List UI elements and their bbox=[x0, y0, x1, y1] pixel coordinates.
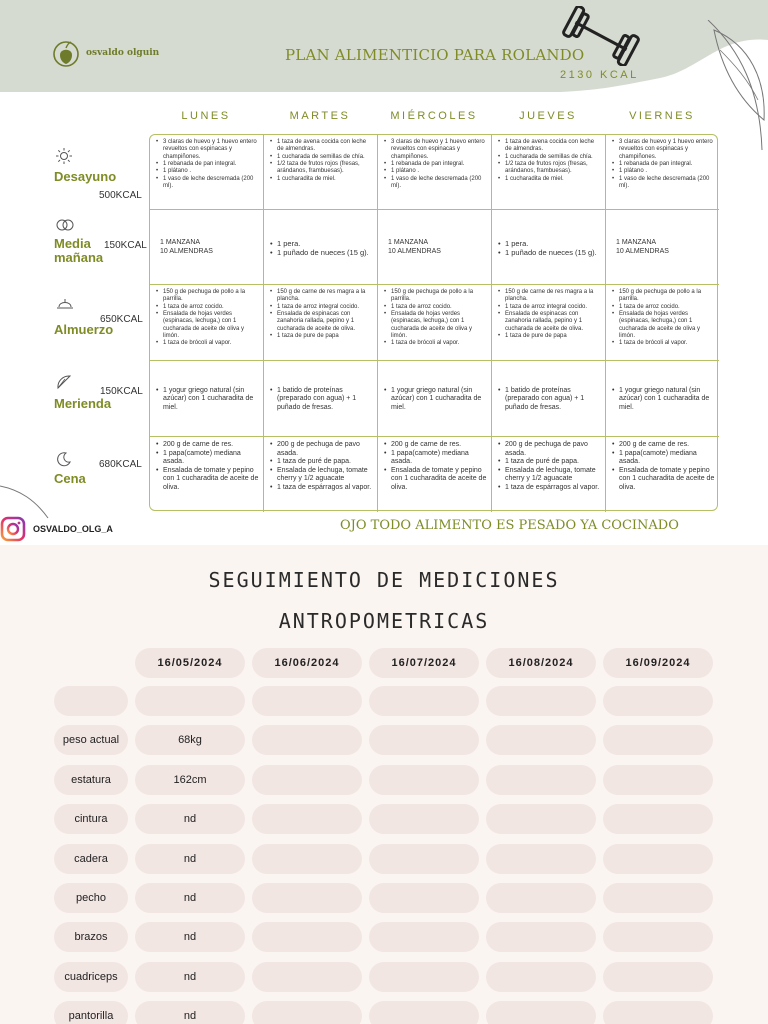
meal-item: • 1 taza de arroz integral cocido. bbox=[496, 304, 601, 311]
measurement-value[interactable] bbox=[486, 962, 596, 992]
meal-item: • 1 plátano . bbox=[382, 168, 487, 175]
meal-items bbox=[382, 387, 487, 413]
measurements-title-line2: ANTROPOMETRICAS bbox=[278, 609, 490, 633]
meal-item: • 200 g de carne de res. bbox=[154, 441, 259, 450]
meal-item: • 200 g de carne de res. bbox=[610, 441, 715, 450]
meal-items bbox=[154, 387, 259, 413]
meal-item: • 150 g de pechuga de pollo a la parrilla. bbox=[154, 289, 259, 304]
meal-item: • 1 taza de brócoli al vapor. bbox=[154, 340, 259, 347]
meal-label-media-manana bbox=[54, 237, 104, 264]
meal-item: • 1 cucharadita de miel. bbox=[496, 176, 601, 183]
meal-item: • 200 g de carne de res. bbox=[382, 441, 487, 450]
meal-item: • 3 claras de huevo y 1 huevo entero revueltos con espinacas y champiñones. bbox=[154, 139, 259, 161]
measurement-value[interactable] bbox=[603, 844, 713, 874]
measurement-label: brazos bbox=[54, 922, 128, 952]
meal-cell bbox=[492, 361, 606, 437]
meal-cell bbox=[378, 361, 492, 437]
measurement-label: cadera bbox=[54, 844, 128, 874]
meal-cell bbox=[150, 285, 264, 361]
meal-cell bbox=[264, 135, 378, 210]
measurement-value[interactable] bbox=[369, 1001, 479, 1024]
meal-item: • Ensalada de hojas verdes (espinacas, lechuga,) con 1 cucharada de aceite de oliva y limón. bbox=[154, 311, 259, 340]
meal-cell bbox=[378, 285, 492, 361]
meal-kcal-cena: 680KCAL bbox=[99, 459, 142, 470]
measurement-value[interactable] bbox=[252, 765, 362, 795]
measurement-value[interactable]: nd bbox=[135, 804, 245, 834]
day-header-jueves: JUEVES bbox=[519, 110, 577, 122]
measurement-value[interactable] bbox=[603, 1001, 713, 1024]
meal-item: • 1 taza de puré de papa. bbox=[268, 458, 373, 467]
meal-cell bbox=[606, 285, 719, 361]
meal-item: • 1 taza de brócoli al vapor. bbox=[610, 340, 715, 347]
decorative-curve bbox=[0, 480, 60, 520]
meal-item: • 1 pera. bbox=[496, 239, 601, 248]
apple-logo-icon bbox=[52, 38, 80, 68]
measurement-label bbox=[54, 686, 128, 716]
meal-item: • 3 claras de huevo y 1 huevo entero revueltos con espinacas y champiñones. bbox=[382, 139, 487, 161]
meal-cell bbox=[492, 210, 606, 285]
meal-items bbox=[268, 239, 373, 257]
day-header-viernes: VIERNES bbox=[629, 110, 695, 122]
meal-item: • 150 g de carne de res magra a la plancha. bbox=[496, 289, 601, 304]
meal-items bbox=[154, 289, 259, 348]
meal-label-cena: Cena bbox=[54, 471, 86, 486]
measurement-value[interactable] bbox=[486, 1001, 596, 1024]
measurement-value[interactable]: nd bbox=[135, 922, 245, 952]
meal-items bbox=[268, 387, 373, 413]
meal-item: • 200 g de pechuga de pavo asada. bbox=[268, 441, 373, 458]
meal-item: • 1 taza de arroz cocido. bbox=[154, 304, 259, 311]
measurement-value[interactable] bbox=[369, 725, 479, 755]
meal-item: • 1 batido de proteínas (preparado con agua) + 1 puñado de fresas. bbox=[496, 387, 601, 413]
citrus-icon bbox=[56, 374, 72, 390]
instagram-icon bbox=[0, 516, 26, 542]
meal-item: • 1 puñado de nueces (15 g). bbox=[268, 248, 373, 257]
meal-plan-grid bbox=[149, 134, 718, 511]
meal-item: • 1 taza de arroz integral cocido. bbox=[268, 304, 373, 311]
measurement-value[interactable] bbox=[486, 765, 596, 795]
day-header-martes: MARTES bbox=[289, 110, 351, 122]
meal-item: • Ensalada de espinacas con zanahoria rallada, pepino y 1 cucharada de aceite de oliva. bbox=[268, 311, 373, 333]
meal-item: • Ensalada de hojas verdes (espinacas, lechuga,) con 1 cucharada de aceite de oliva y limón. bbox=[610, 311, 715, 340]
plate-icon bbox=[56, 298, 74, 310]
meal-item: • 1 taza de brócoli al vapor. bbox=[382, 340, 487, 347]
meal-cell bbox=[150, 437, 264, 512]
meal-item: • Ensalada de tomate y pepino con 1 cucharadita de aceite de oliva. bbox=[610, 467, 715, 493]
measurement-label: pantorilla bbox=[54, 1001, 128, 1024]
meal-item: • 1 rebanada de pan integral. bbox=[154, 161, 259, 168]
meal-kcal-merienda: 150KCAL bbox=[100, 386, 143, 397]
meal-kcal-almuerzo: 650KCAL bbox=[100, 314, 143, 325]
meal-item: • 1 rebanada de pan integral. bbox=[382, 161, 487, 168]
measurement-value[interactable] bbox=[369, 844, 479, 874]
meal-item: • Ensalada de espinacas con zanahoria rallada, pepino y 1 cucharada de aceite de oliva. bbox=[496, 311, 601, 333]
meal-item: • 150 g de pechuga de pollo a la parrilla. bbox=[382, 289, 487, 304]
meal-name-media-manana: Media mañana bbox=[54, 236, 104, 265]
meal-item: • 1 taza de avena cocida con leche de almendras. bbox=[496, 139, 601, 154]
meal-items bbox=[610, 289, 715, 348]
meal-item: • 1 yogur griego natural (sin azúcar) con 1 cucharadita de miel. bbox=[610, 387, 715, 413]
date-header: 16/06/2024 bbox=[252, 648, 362, 678]
measurement-value[interactable] bbox=[603, 686, 713, 716]
meal-item: • Ensalada de lechuga, tomate cherry y 1/2 aguacate bbox=[268, 467, 373, 484]
meal-line: 1 MANZANA bbox=[616, 239, 657, 247]
meal-item: • 1 taza de pure de papa bbox=[268, 333, 373, 340]
meal-item: • 1 yogur griego natural (sin azúcar) con 1 cucharadita de miel. bbox=[154, 387, 259, 413]
measurement-value[interactable] bbox=[252, 1001, 362, 1024]
measurement-value[interactable] bbox=[369, 804, 479, 834]
measurements-title-line1: SEGUIMIENTO DE MEDICIONES bbox=[208, 568, 560, 592]
meal-cell bbox=[492, 285, 606, 361]
footer-note: OJO TODO ALIMENTO ES PESADO YA COCINADO bbox=[340, 518, 679, 533]
day-header-lunes: LUNES bbox=[181, 110, 231, 122]
meal-items bbox=[154, 139, 259, 190]
measurement-value[interactable] bbox=[369, 962, 479, 992]
plan-kcal: 2130 KCAL bbox=[560, 69, 639, 81]
logo bbox=[52, 38, 159, 68]
meal-item: • 1 plátano . bbox=[154, 168, 259, 175]
day-header-miercoles: MIÉRCOLES bbox=[390, 110, 478, 122]
meal-item: • Ensalada de hojas verdes (espinacas, lechuga,) con 1 cucharada de aceite de oliva y limón. bbox=[382, 311, 487, 340]
meal-item: • 1 vaso de leche descremada (200 ml). bbox=[154, 176, 259, 191]
meal-item: • 3 claras de huevo y 1 huevo entero revueltos con espinacas y champiñones. bbox=[610, 139, 715, 161]
measurement-value[interactable] bbox=[603, 922, 713, 952]
day-headers bbox=[0, 110, 768, 124]
meal-item: • 1 taza de espárragos al vapor. bbox=[268, 484, 373, 493]
measurement-value[interactable] bbox=[369, 883, 479, 913]
measurement-value[interactable] bbox=[486, 883, 596, 913]
meal-cell bbox=[150, 210, 264, 285]
meal-cell bbox=[606, 361, 719, 437]
date-header: 16/05/2024 bbox=[135, 648, 245, 678]
sun-icon bbox=[56, 148, 72, 164]
measurement-label: peso actual bbox=[54, 725, 128, 755]
meal-items bbox=[610, 441, 715, 492]
meal-item: • 1 taza de puré de papa. bbox=[496, 458, 601, 467]
measurement-value[interactable] bbox=[369, 765, 479, 795]
meal-label-almuerzo: Almuerzo bbox=[54, 322, 114, 337]
meal-item: • 1 vaso de leche descremada (200 ml). bbox=[610, 176, 715, 191]
meal-item: • 1 pera. bbox=[268, 239, 373, 248]
meal-line: 10 ALMENDRAS bbox=[616, 248, 669, 255]
meal-cell bbox=[606, 437, 719, 512]
meal-item: • Ensalada de tomate y pepino con 1 cucharadita de aceite de oliva. bbox=[154, 467, 259, 493]
dumbbell-icon bbox=[558, 6, 644, 66]
meal-item: • 1 taza de arroz cocido. bbox=[382, 304, 487, 311]
measurement-value[interactable]: 68kg bbox=[135, 725, 245, 755]
meal-line: 1 MANZANA bbox=[160, 239, 201, 247]
meal-kcal-media-manana: 150KCAL bbox=[104, 240, 147, 251]
meal-item: • 1 vaso de leche descremada (200 ml). bbox=[382, 176, 487, 191]
moon-icon bbox=[56, 451, 72, 467]
meal-item: • 1/2 taza de frutos rojos (fresas, arándanos, frambuesas). bbox=[268, 161, 373, 176]
meal-cell bbox=[378, 210, 492, 285]
measurement-value[interactable] bbox=[486, 844, 596, 874]
measurement-value[interactable] bbox=[135, 686, 245, 716]
measurement-value[interactable] bbox=[252, 844, 362, 874]
meal-items bbox=[496, 139, 601, 183]
meal-item: • 1/2 taza de frutos rojos (fresas, arándanos, frambuesas). bbox=[496, 161, 601, 176]
measurement-value[interactable] bbox=[252, 922, 362, 952]
meal-kcal-desayuno: 500KCAL bbox=[99, 190, 142, 201]
meal-item: • 1 batido de proteínas (preparado con agua) + 1 puñado de fresas. bbox=[268, 387, 373, 413]
meal-items bbox=[268, 289, 373, 340]
meal-items bbox=[382, 139, 487, 190]
meal-cell bbox=[378, 135, 492, 210]
meal-items bbox=[268, 441, 373, 492]
meal-items bbox=[610, 139, 715, 190]
meal-items bbox=[154, 441, 259, 492]
measurement-value[interactable] bbox=[486, 922, 596, 952]
meal-item: • 1 cucharada de semillas de chía. bbox=[496, 154, 601, 161]
meal-item: • 1 papa(camote) mediana asada. bbox=[610, 450, 715, 467]
measurement-value[interactable] bbox=[486, 686, 596, 716]
meal-line: 10 ALMENDRAS bbox=[160, 248, 213, 255]
meal-item: • 1 papa(camote) mediana asada. bbox=[382, 450, 487, 467]
meal-items bbox=[496, 441, 601, 492]
meal-cell bbox=[264, 285, 378, 361]
meal-items bbox=[610, 387, 715, 413]
measurement-value[interactable] bbox=[603, 883, 713, 913]
meal-item: • 1 taza de espárragos al vapor. bbox=[496, 484, 601, 493]
measurement-label: cuadriceps bbox=[54, 962, 128, 992]
measurement-value[interactable] bbox=[486, 804, 596, 834]
meal-item: • 1 taza de pure de papa bbox=[496, 333, 601, 340]
meal-item: • 1 plátano . bbox=[610, 168, 715, 175]
measurement-value[interactable] bbox=[252, 804, 362, 834]
logo-text: osvaldo olguin bbox=[86, 48, 160, 58]
meal-cell bbox=[492, 135, 606, 210]
instagram-handle-text: OSVALDO_OLG_A bbox=[33, 524, 113, 534]
measurement-value[interactable] bbox=[486, 725, 596, 755]
meal-items bbox=[496, 239, 601, 257]
measurement-value[interactable] bbox=[603, 765, 713, 795]
date-header: 16/08/2024 bbox=[486, 648, 596, 678]
meal-item: • 1 taza de arroz cocido. bbox=[610, 304, 715, 311]
meal-label-merienda: Merienda bbox=[54, 396, 112, 411]
meal-item: • 1 papa(camote) mediana asada. bbox=[154, 450, 259, 467]
measurement-value[interactable] bbox=[603, 725, 713, 755]
measurement-value[interactable]: nd bbox=[135, 962, 245, 992]
meal-line: 10 ALMENDRAS bbox=[388, 248, 441, 255]
meal-items bbox=[496, 387, 601, 413]
measurement-value[interactable]: nd bbox=[135, 844, 245, 874]
measurement-value[interactable]: nd bbox=[135, 883, 245, 913]
date-header: 16/09/2024 bbox=[603, 648, 713, 678]
meal-label-desayuno: Desayuno bbox=[54, 169, 117, 184]
measurement-value[interactable] bbox=[252, 725, 362, 755]
meal-cell bbox=[378, 437, 492, 512]
meal-items bbox=[496, 289, 601, 340]
date-header: 16/07/2024 bbox=[369, 648, 479, 678]
meal-items bbox=[382, 441, 487, 492]
meal-item: • 200 g de pechuga de pavo asada. bbox=[496, 441, 601, 458]
measurement-value[interactable] bbox=[252, 962, 362, 992]
meal-item: • 1 cucharadita de miel. bbox=[268, 176, 373, 183]
meal-item: • Ensalada de tomate y pepino con 1 cucharadita de aceite de oliva. bbox=[382, 467, 487, 493]
measurement-label: pecho bbox=[54, 883, 128, 913]
fruit-icon bbox=[56, 218, 74, 232]
meal-items bbox=[268, 139, 373, 183]
measurement-label: cintura bbox=[54, 804, 128, 834]
meal-item: • Ensalada de lechuga, tomate cherry y 1/2 aguacate bbox=[496, 467, 601, 484]
measurement-value[interactable] bbox=[369, 922, 479, 952]
meal-line: 1 MANZANA bbox=[388, 239, 429, 247]
plan-title: PLAN ALIMENTICIO PARA ROLANDO bbox=[285, 46, 585, 64]
measurement-value[interactable] bbox=[603, 804, 713, 834]
meal-item: • 150 g de pechuga de pollo a la parrilla. bbox=[610, 289, 715, 304]
meal-items bbox=[382, 289, 487, 348]
measurement-value[interactable] bbox=[252, 686, 362, 716]
measurement-value[interactable]: 162cm bbox=[135, 765, 245, 795]
measurement-value[interactable]: nd bbox=[135, 1001, 245, 1024]
measurement-value[interactable] bbox=[603, 962, 713, 992]
meal-item: • 1 rebanada de pan integral. bbox=[610, 161, 715, 168]
meal-item: • 1 puñado de nueces (15 g). bbox=[496, 248, 601, 257]
meal-cell bbox=[264, 437, 378, 512]
meal-item: • 1 cucharada de semillas de chía. bbox=[268, 154, 373, 161]
meal-cell bbox=[150, 135, 264, 210]
meal-item: • 1 yogur griego natural (sin azúcar) con 1 cucharadita de miel. bbox=[382, 387, 487, 413]
meal-cell bbox=[492, 437, 606, 512]
instagram-handle[interactable] bbox=[0, 516, 113, 542]
meal-cell bbox=[150, 361, 264, 437]
measurement-value[interactable] bbox=[369, 686, 479, 716]
meal-item: • 1 taza de avena cocida con leche de almendras. bbox=[268, 139, 373, 154]
measurement-value[interactable] bbox=[252, 883, 362, 913]
meal-cell bbox=[264, 361, 378, 437]
measurement-label: estatura bbox=[54, 765, 128, 795]
meal-cell bbox=[606, 135, 719, 210]
meal-cell bbox=[606, 210, 719, 285]
meal-item: • 150 g de carne de res magra a la plancha. bbox=[268, 289, 373, 304]
meal-cell bbox=[264, 210, 378, 285]
